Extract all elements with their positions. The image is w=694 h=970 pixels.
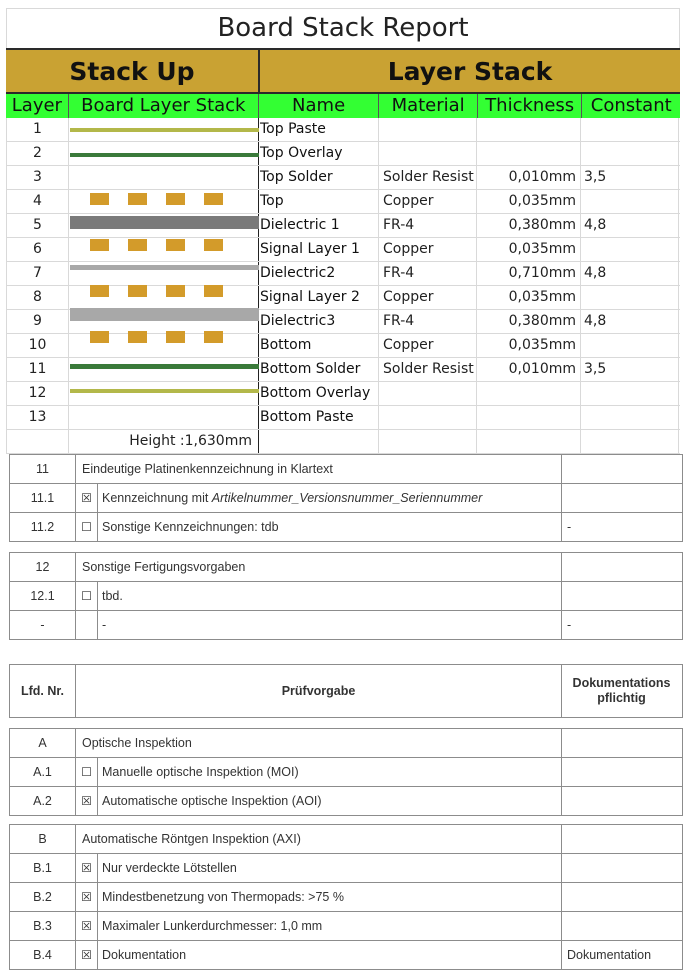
layer-material <box>379 142 477 165</box>
layer-number: 10 <box>7 334 69 357</box>
empty-cell <box>7 430 69 453</box>
column-header-row <box>6 94 680 118</box>
table-row <box>10 455 683 484</box>
table-row <box>10 553 683 582</box>
layer-material: Copper <box>379 238 477 261</box>
column-header-layer: Layer <box>6 94 69 118</box>
item-number: A <box>10 729 76 758</box>
report-title: Board Stack Report <box>6 8 680 48</box>
signal-layer-1-pad <box>204 239 223 251</box>
checkbox[interactable]: ☒ <box>76 787 98 816</box>
section-11-table <box>9 454 683 542</box>
layer-constant <box>581 334 679 357</box>
empty-cell <box>379 430 477 453</box>
layer-number: 2 <box>7 142 69 165</box>
layer-name: Top Overlay <box>259 142 379 165</box>
documentation-cell <box>562 758 683 787</box>
section-header-bar <box>6 48 680 94</box>
layer-name: Bottom Solder <box>259 358 379 381</box>
item-description: Dokumentation <box>98 941 562 970</box>
documentation-cell: Dokumentation <box>562 941 683 970</box>
table-row <box>10 484 683 513</box>
board-layer-stack-graphic <box>70 118 259 417</box>
checkbox[interactable]: ☒ <box>76 484 98 513</box>
signal-layer-1-pad <box>90 239 109 251</box>
checkbox[interactable]: ☒ <box>76 941 98 970</box>
table-row <box>10 825 683 854</box>
layer-thickness: 0,035mm <box>477 334 581 357</box>
table-row <box>10 611 683 640</box>
table-row <box>7 430 680 454</box>
item-number: 12.1 <box>10 582 76 611</box>
table-row <box>10 513 683 542</box>
signal-layer-1-pad <box>128 239 147 251</box>
layer-thickness: 0,035mm <box>477 190 581 213</box>
item-number: A.1 <box>10 758 76 787</box>
layer-constant: 4,8 <box>581 214 679 237</box>
layer-constant: 4,8 <box>581 310 679 333</box>
column-header-pruefvorgabe: Prüfvorgabe <box>76 665 562 718</box>
item-number: B.4 <box>10 941 76 970</box>
item-number: B.3 <box>10 912 76 941</box>
empty-cell <box>581 430 679 453</box>
item-description: Sonstige Kennzeichnungen: tdb <box>98 513 562 542</box>
layer-constant: 3,5 <box>581 166 679 189</box>
top-copper-pad <box>90 193 109 205</box>
documentation-cell <box>562 825 683 854</box>
item-number: 12 <box>10 553 76 582</box>
layer-number: 8 <box>7 286 69 309</box>
item-description: Optische Inspektion <box>76 729 562 758</box>
layer-material <box>379 382 477 405</box>
item-number: 11 <box>10 455 76 484</box>
layer-constant <box>581 382 679 405</box>
layer-table <box>6 118 680 454</box>
item-number: A.2 <box>10 787 76 816</box>
layer-name: Bottom <box>259 334 379 357</box>
column-header-dokumentationspflichtig: Dokumentations pflichtig <box>562 665 683 718</box>
signal-layer-2-pad <box>166 285 185 297</box>
layer-number: 9 <box>7 310 69 333</box>
item-description: Automatische optische Inspektion (AOI) <box>98 787 562 816</box>
layer-material: Copper <box>379 286 477 309</box>
layer-name: Top Paste <box>259 118 379 141</box>
layer-material: FR-4 <box>379 214 477 237</box>
table-header-row <box>10 665 683 718</box>
layer-material: Copper <box>379 334 477 357</box>
layer-name: Signal Layer 1 <box>259 238 379 261</box>
layer-constant <box>581 238 679 261</box>
layer-number: 13 <box>7 406 69 429</box>
dielectric-2-layer <box>70 265 259 270</box>
table-row <box>10 854 683 883</box>
empty-cell <box>477 430 581 453</box>
layer-thickness <box>477 142 581 165</box>
item-description <box>98 484 562 513</box>
item-description: Manuelle optische Inspektion (MOI) <box>98 758 562 787</box>
section-b-table <box>9 824 683 970</box>
documentation-cell <box>562 787 683 816</box>
layer-constant: 4,8 <box>581 262 679 285</box>
item-description: Maximaler Lunkerdurchmesser: 1,0 mm <box>98 912 562 941</box>
column-header-lfd-nr: Lfd. Nr. <box>10 665 76 718</box>
layer-material: FR-4 <box>379 262 477 285</box>
layer-name: Dielectric 1 <box>259 214 379 237</box>
top-copper-pad <box>204 193 223 205</box>
item-description: Eindeutige Platinenkennzeichnung in Klartext <box>76 455 562 484</box>
documentation-cell: - <box>562 513 683 542</box>
layer-name: Signal Layer 2 <box>259 286 379 309</box>
layer-thickness: 0,010mm <box>477 358 581 381</box>
signal-layer-2-pad <box>204 285 223 297</box>
layer-thickness: 0,380mm <box>477 214 581 237</box>
documentation-cell <box>562 854 683 883</box>
layer-thickness: 0,710mm <box>477 262 581 285</box>
checkbox[interactable]: ☒ <box>76 883 98 912</box>
table-row <box>10 729 683 758</box>
documentation-cell <box>562 883 683 912</box>
layer-number: 6 <box>7 238 69 261</box>
top-overlay-layer <box>70 153 259 157</box>
table-row <box>10 883 683 912</box>
layer-thickness <box>477 406 581 429</box>
layer-thickness: 0,035mm <box>477 286 581 309</box>
layer-name: Bottom Overlay <box>259 382 379 405</box>
signal-layer-2-pad <box>128 285 147 297</box>
checkbox[interactable]: ☒ <box>76 912 98 941</box>
layer-name: Bottom Paste <box>259 406 379 429</box>
checkbox[interactable]: ☒ <box>76 854 98 883</box>
layer-number: 11 <box>7 358 69 381</box>
empty-cell <box>259 430 379 453</box>
item-description: tbd. <box>98 582 562 611</box>
stack-up-heading: Stack Up <box>6 50 260 92</box>
section-12-table <box>9 552 683 640</box>
layer-constant <box>581 286 679 309</box>
layer-thickness: 0,035mm <box>477 238 581 261</box>
layer-material: Solder Resist <box>379 358 477 381</box>
layer-thickness <box>477 382 581 405</box>
layer-constant <box>581 118 679 141</box>
layer-number: 12 <box>7 382 69 405</box>
column-header-constant: Constant <box>590 95 672 116</box>
item-description: - <box>98 611 562 640</box>
bottom-copper-pad <box>204 331 223 343</box>
item-description-text: Kennzeichnung mit <box>102 491 212 505</box>
layer-constant: 3,5 <box>581 358 679 381</box>
dielectric-1-layer <box>70 216 259 229</box>
item-description: Automatische Röntgen Inspektion (AXI) <box>76 825 562 854</box>
column-header-material: Material <box>379 94 478 118</box>
bottom-copper-pad <box>166 331 185 343</box>
documentation-cell <box>562 484 683 513</box>
column-header-thickness: Thickness <box>478 94 583 118</box>
checkbox-placeholder <box>76 611 98 640</box>
layer-material: Copper <box>379 190 477 213</box>
checkbox[interactable]: ☐ <box>76 758 98 787</box>
layer-constant <box>581 406 679 429</box>
dielectric-3-layer <box>70 308 259 321</box>
column-header-name: Name <box>259 94 379 118</box>
layer-material <box>379 118 477 141</box>
layer-name: Dielectric2 <box>259 262 379 285</box>
layer-name: Top <box>259 190 379 213</box>
column-header-board-layer-stack: Board Layer Stack <box>69 94 259 118</box>
layer-thickness: 0,010mm <box>477 166 581 189</box>
bottom-overlay-layer <box>70 364 259 369</box>
documentation-cell <box>562 912 683 941</box>
bottom-copper-pad <box>90 331 109 343</box>
item-number: - <box>10 611 76 640</box>
bottom-paste-layer <box>70 389 259 393</box>
top-paste-layer <box>70 128 259 132</box>
checkbox[interactable]: ☐ <box>76 513 98 542</box>
item-description: Nur verdeckte Lötstellen <box>98 854 562 883</box>
board-stack-report <box>6 8 680 454</box>
item-number: B.2 <box>10 883 76 912</box>
table-row <box>10 758 683 787</box>
table-row <box>10 941 683 970</box>
top-copper-pad <box>166 193 185 205</box>
documentation-cell: - <box>562 611 683 640</box>
item-number: 11.2 <box>10 513 76 542</box>
item-description: Sonstige Fertigungsvorgaben <box>76 553 562 582</box>
documentation-cell <box>562 729 683 758</box>
layer-constant <box>581 190 679 213</box>
bottom-copper-pad <box>128 331 147 343</box>
layer-stack-heading: Layer Stack <box>387 56 553 86</box>
layer-thickness <box>477 118 581 141</box>
item-number: B <box>10 825 76 854</box>
stack-height-label: Height :1,630mm <box>69 430 259 453</box>
layer-material: Solder Resist <box>379 166 477 189</box>
documentation-cell <box>562 582 683 611</box>
checkbox[interactable]: ☐ <box>76 582 98 611</box>
item-number: B.1 <box>10 854 76 883</box>
item-description-italic: Artikelnummer_Versionsnummer_Seriennummer <box>211 491 483 505</box>
layer-number: 4 <box>7 190 69 213</box>
item-description: Mindestbenetzung von Thermopads: >75 % <box>98 883 562 912</box>
top-copper-pad <box>128 193 147 205</box>
signal-layer-1-pad <box>166 239 185 251</box>
layer-name: Dielectric3 <box>259 310 379 333</box>
layer-thickness: 0,380mm <box>477 310 581 333</box>
documentation-cell <box>562 455 683 484</box>
table-row <box>10 912 683 941</box>
layer-name: Top Solder <box>259 166 379 189</box>
table-row <box>10 787 683 816</box>
pruefvorgabe-header-table <box>9 664 683 718</box>
layer-number: 3 <box>7 166 69 189</box>
layer-number: 7 <box>7 262 69 285</box>
table-row <box>10 582 683 611</box>
layer-constant <box>581 142 679 165</box>
item-number: 11.1 <box>10 484 76 513</box>
layer-number: 1 <box>7 118 69 141</box>
signal-layer-2-pad <box>90 285 109 297</box>
documentation-cell <box>562 553 683 582</box>
layer-material: FR-4 <box>379 310 477 333</box>
layer-material <box>379 406 477 429</box>
section-a-table <box>9 728 683 816</box>
layer-number: 5 <box>7 214 69 237</box>
